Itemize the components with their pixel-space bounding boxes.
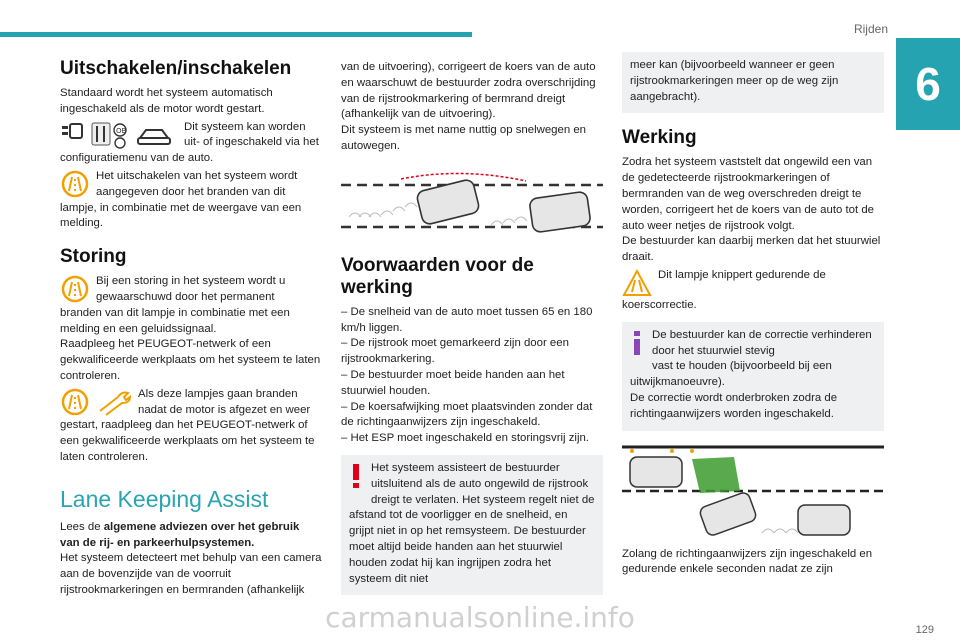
icon-row-blink xyxy=(622,268,884,298)
info-text: vast te houden (bijvoorbeeld bij een uitwijkmanoeuvre). xyxy=(630,360,832,389)
column-2 xyxy=(341,60,603,601)
paragraph: configuratiemenu van de auto. xyxy=(60,152,214,165)
lane-warning-icon xyxy=(60,169,90,199)
paragraph: De bestuurder kan daarbij merken dat het stuurwiel draait. xyxy=(622,235,881,264)
info-note xyxy=(622,322,884,431)
heading-lane-keeping-assist: Lane Keeping Assist xyxy=(60,485,269,512)
list-item: – De koersafwijking moet plaatsvinden zonder dat de richtingaanwijzers zijn ingeschakeld. xyxy=(341,400,593,429)
warning-note xyxy=(341,455,603,595)
bold-text: algemene adviezen over het gebruik van de rij- en parkeerhulpsystemen. xyxy=(60,520,300,549)
list-item: – Het ESP moet ingeschakeld en storingsvrij zijn. xyxy=(341,432,589,445)
column-1 xyxy=(60,52,322,599)
warning-note-continued xyxy=(622,52,884,113)
warning-text: Het systeem assisteert de bestuurder uitsluitend als de auto ongewild de rijstrook dreigt te verlaten. Het systeem regelt niet de afstand tot de voorligger en de snelheid, en grijpt niet in op het remsysteem. De bestuurder moet altijd beide handen aan het stuurwiel houden zodat hij kan ingrijpen zodra het systeem dit niet xyxy=(349,461,595,585)
paragraph: Zolang de richtingaanwijzers zijn ingeschakeld en gedurende enkele seconden nadat ze zijn xyxy=(622,547,873,576)
info-text: De correctie wordt onderbroken zodra de richtingaanwijzers worden ingeschakeld. xyxy=(630,391,838,420)
info-text: De bestuurder kan de correctie verhinderen door het stuurwiel stevig xyxy=(652,328,872,357)
menu-icon xyxy=(60,120,178,150)
heading-voorwaarden: Voorwaarden voor de werking xyxy=(341,254,534,298)
paragraph xyxy=(60,520,322,552)
paragraph: gestart, raadpleeg dan het PEUGEOT-netwerk of een gekwalificeerde werkplaats om het systeem te laten controleren. xyxy=(60,419,315,463)
list-item: – De rijstrook moet gemarkeerd zijn door een rijstrookmarkering. xyxy=(341,337,569,366)
paragraph: Raadpleeg het PEUGEOT-netwerk of een gekwalificeerde werkplaats om het systeem te laten controleren. xyxy=(60,338,321,382)
paragraph: koerscorrectie. xyxy=(622,298,697,311)
page-number: 129 xyxy=(915,624,934,636)
paragraph: Dit lampje knippert gedurende de xyxy=(658,268,826,281)
paragraph: Dit systeem is met name nuttig op snelwegen en autowegen. xyxy=(341,124,587,152)
lane-keeping-illustration xyxy=(341,165,603,239)
icon-row-warning xyxy=(60,169,322,201)
heading-werking: Werking xyxy=(622,127,697,149)
section-label: Rijden xyxy=(853,22,888,36)
conditions-list xyxy=(341,305,603,447)
paragraph: Als deze lampjes gaan branden nadat de motor is afgezet en weer xyxy=(138,387,311,416)
icon-row-lamps xyxy=(60,387,322,419)
icon-row-disable xyxy=(60,120,322,152)
lane-warning-icon xyxy=(60,274,90,304)
service-wrench-icon xyxy=(96,387,132,417)
lane-change-illustration xyxy=(622,443,884,541)
paragraph: Het systeem detecteert met behulp van een camera aan de bovenzijde van de voorruit rijstrookmarkeringen en bermranden (afhankelijk xyxy=(60,552,322,596)
paragraph: Zodra het systeem vaststelt dat ongewild een van de gedetecteerde rijstrookmarkeringen of bermranden van de weg overschreden dreigt te worden, corrigeert het de koers van de auto tot de auto weer netjes de rijstrook volgt. xyxy=(622,156,875,232)
icon-row-fault xyxy=(60,274,322,306)
list-item: – De snelheid van de auto moet tussen 65 en 180 km/h liggen. xyxy=(341,305,593,334)
svg-text:OB: OB xyxy=(116,126,127,135)
heading-uitschakelen: Uitschakelen/inschakelen xyxy=(60,58,292,79)
text: Lees de xyxy=(60,520,104,533)
heading-storing: Storing xyxy=(60,246,127,268)
paragraph: Bij een storing in het systeem wordt u gewaarschuwd door het permanent xyxy=(96,275,286,303)
paragraph: Standaard wordt het systeem automatisch ingeschakeld als de motor wordt gestart. xyxy=(60,87,273,115)
note-text: meer kan (bijvoorbeeld wanneer er geen rijstrookmarkeringen meer op de weg zijn aangebracht). xyxy=(630,59,839,103)
paragraph: Het uitschakelen van het systeem wordt aangegeven door het branden van dit xyxy=(96,169,298,198)
lane-warning-icon xyxy=(60,387,90,417)
lane-warning-icon xyxy=(622,268,652,298)
column-3 xyxy=(622,52,884,578)
paragraph: branden van dit lampje in combinatie met een melding en een geluidssignaal. xyxy=(60,306,290,335)
paragraph: van de uitvoering), corrigeert de koers van de auto en waarschuwt de bestuurder zodra overschrijding van de rijstrookmarkering of bermrand dreigt (afhankelijk van de uitvoering). xyxy=(341,61,596,121)
list-item: – De bestuurder moet beide handen aan het stuurwiel houden. xyxy=(341,368,565,397)
top-accent-bar xyxy=(0,32,472,37)
chapter-tab: 6 xyxy=(896,38,960,130)
watermark: carmanualsonline.info xyxy=(325,601,635,634)
warning-exclamation-icon xyxy=(349,462,363,496)
info-icon xyxy=(630,329,644,363)
paragraph: lampje, in combinatie met de weergave van een melding. xyxy=(60,201,302,230)
paragraph: Dit systeem kan worden uit- of ingeschakeld via het xyxy=(184,120,319,149)
